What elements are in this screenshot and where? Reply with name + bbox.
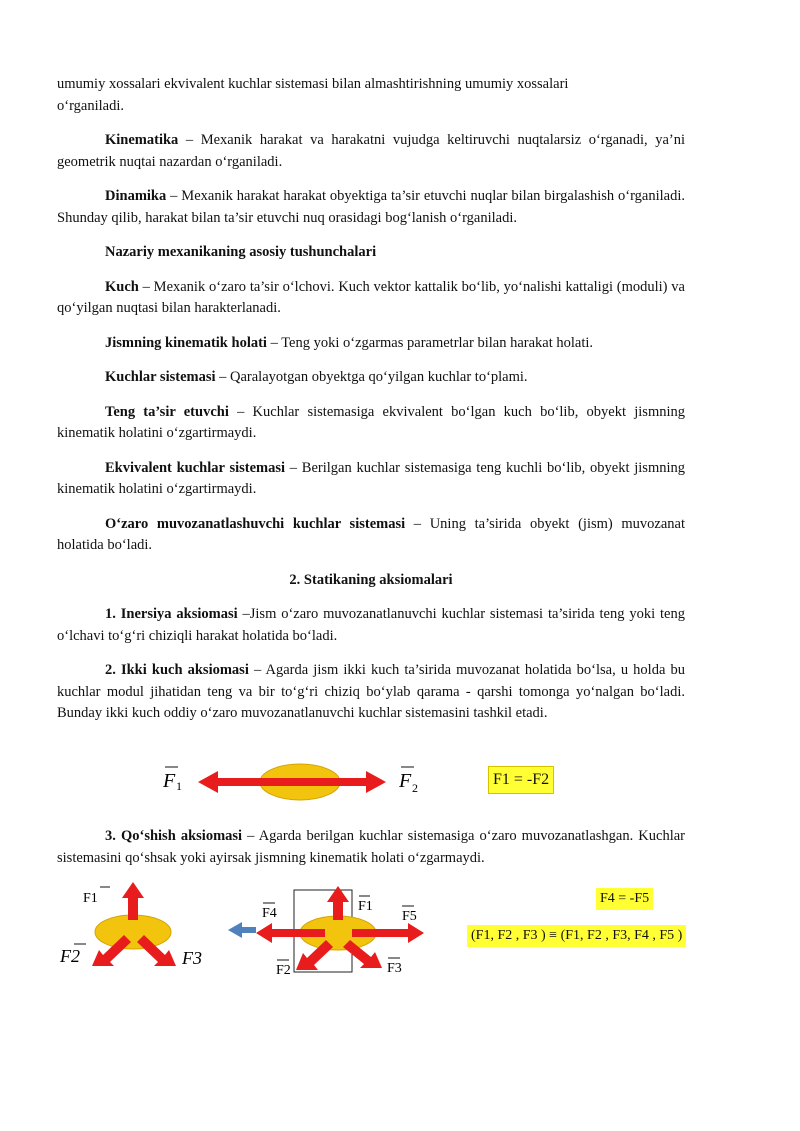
- intro-paragraph: [57, 74, 685, 117]
- equation-f1-f2: F1 = -F2: [488, 766, 554, 794]
- jism-paragraph: [57, 333, 685, 355]
- kuchlar-sistemasi-paragraph: [57, 367, 685, 389]
- label-f3-right: F3: [387, 961, 402, 976]
- term: Jismning kinematik holati: [105, 334, 267, 351]
- kuch-paragraph: [57, 277, 685, 320]
- arrow-up-right: [327, 886, 349, 920]
- kinematika-paragraph: [57, 130, 685, 173]
- term: Kuchlar sistemasi: [105, 369, 216, 385]
- document-page: [57, 74, 685, 725]
- definition: – Teng yoki o‘zgarmas parametrlar bilan harakat holati.: [266, 334, 594, 351]
- definition: –Jism o‘zaro muvozanatlanuvchi kuchlar sistemasi ta’sirida teng yoki teng o‘lchavi to‘g‘ri chiziqli harakat holatida bo‘ladi.: [57, 606, 685, 644]
- axiom1-paragraph: [57, 604, 685, 647]
- ozaro-paragraph: [57, 514, 685, 557]
- definition: – Qaralayotgan obyektga qo‘yilgan kuchlar to‘plami.: [215, 369, 528, 385]
- body-ellipse-left: [95, 915, 171, 949]
- intro-line: umumiy xossalari ekvivalent kuchlar sistemasi bilan almashtirishning umumiy xossalari: [57, 76, 569, 92]
- label-f5: F5: [402, 909, 417, 924]
- axiom3-paragraph: [57, 826, 685, 869]
- heading-text: Nazariy mexanikaning asosiy tushunchalari: [105, 244, 377, 260]
- blue-arrow: [228, 922, 256, 938]
- term: Teng ta’sir etuvchi: [105, 403, 229, 420]
- term: Dinamika: [105, 188, 167, 204]
- axiom2-paragraph: [57, 660, 685, 725]
- section2-heading: [57, 570, 685, 592]
- term: 1. Inersiya aksiomasi: [105, 606, 238, 622]
- heading-text: 2. Statikaning aksiomalari: [289, 571, 453, 588]
- label-f1-left: F1: [83, 891, 98, 906]
- dinamika-paragraph: [57, 186, 685, 229]
- definition: – Agarda jism ikki kuch ta’sirida muvozanat holatida bo‘lsa, u holda bu kuchlar modul jihatidan teng va bir to‘g‘ri chiziq bo‘ylab qarama - qarshi tomonga yo‘nalgan bo‘ladi. Bunday ikki kuch oddiy o‘zaro muvozanatlanuvchi kuchlar sistemasini tashkil etadi.: [57, 662, 685, 721]
- term: Ekvivalent kuchlar sistemasi: [105, 459, 286, 476]
- definition: – Kuchlar sistemasiga ekvivalent bo‘lgan kuch bo‘lib, obyekt jismning kinematik holatini o‘zgartirmaydi.: [57, 403, 685, 441]
- figure-two-forces: [0, 755, 800, 805]
- axiom3-block: [57, 826, 685, 869]
- equation-systems: (F1, F2 , F3 ) ≡ (F1, F2 , F3, F4 , F5 ): [467, 925, 686, 947]
- definition: – Mexanik harakat va harakatni vujudga keltiruvchi nuqtalarsiz o‘rganadi, ya’ni geometrik nuqtai nazardan o‘rganiladi.: [57, 132, 685, 170]
- term: Kinematika: [105, 132, 179, 148]
- definition: – Mexanik harakat harakat obyektiga ta’sir etuvchi nuqlar bilan birgalashish o‘rganiladi. Shunday qilib, harakat bilan ta’sir etuvchi nuq orasidagi bog‘lanish o‘rganiladi.: [57, 188, 685, 226]
- sub-f1: 1: [176, 779, 182, 793]
- term: 3. Qo‘shish aksiomasi: [105, 828, 243, 844]
- label-f3-left: F3: [182, 948, 202, 968]
- term: O‘zaro muvozanatlashuvchi kuchlar sistemasi: [105, 515, 406, 532]
- term: Kuch: [105, 278, 139, 295]
- addition-diagram: [0, 880, 460, 980]
- definition: – Agarda berilgan kuchlar sistemasiga o‘zaro muvozanatlashgan. Kuchlar sistemasini qo‘shsak yoki ayirsak jismning kinematik holati o‘zgarmaydi.: [57, 828, 685, 866]
- label-f2: F: [399, 770, 412, 792]
- figure-addition-axiom: [0, 880, 800, 980]
- sub-f2: 2: [412, 781, 418, 795]
- label-f4: F4: [262, 906, 277, 921]
- definition: – Uning ta’sirida obyekt (jism) muvozanat holatida bo‘ladi.: [57, 515, 685, 553]
- teng-tasir-paragraph: [57, 402, 685, 445]
- term: 2. Ikki kuch aksiomasi: [105, 662, 249, 678]
- label-f2-right: F2: [276, 963, 291, 978]
- equation-f4-f5: F4 = -F5: [596, 888, 653, 910]
- label-f1-right: F1: [358, 899, 373, 914]
- definition: – Mexanik o‘zaro ta’sir o‘lchovi. Kuch vektor kattalik bo‘lib, yo‘nalishi kattaligi (moduli) va qo‘yilgan nuqtasi bilan harakterlanadi.: [57, 278, 685, 316]
- two-forces-diagram: [0, 755, 800, 805]
- section-heading: [57, 242, 685, 264]
- ekvivalent-paragraph: [57, 458, 685, 501]
- label-f1: F: [163, 770, 176, 792]
- label-f2-left: F2: [60, 946, 80, 966]
- intro-line: o‘rganiladi.: [57, 97, 124, 114]
- definition: – Berilgan kuchlar sistemasiga teng kuchli bo‘lib, obyekt jismning kinematik holatini o‘zgartirmaydi.: [57, 459, 686, 497]
- arrow-up-left: [122, 882, 144, 920]
